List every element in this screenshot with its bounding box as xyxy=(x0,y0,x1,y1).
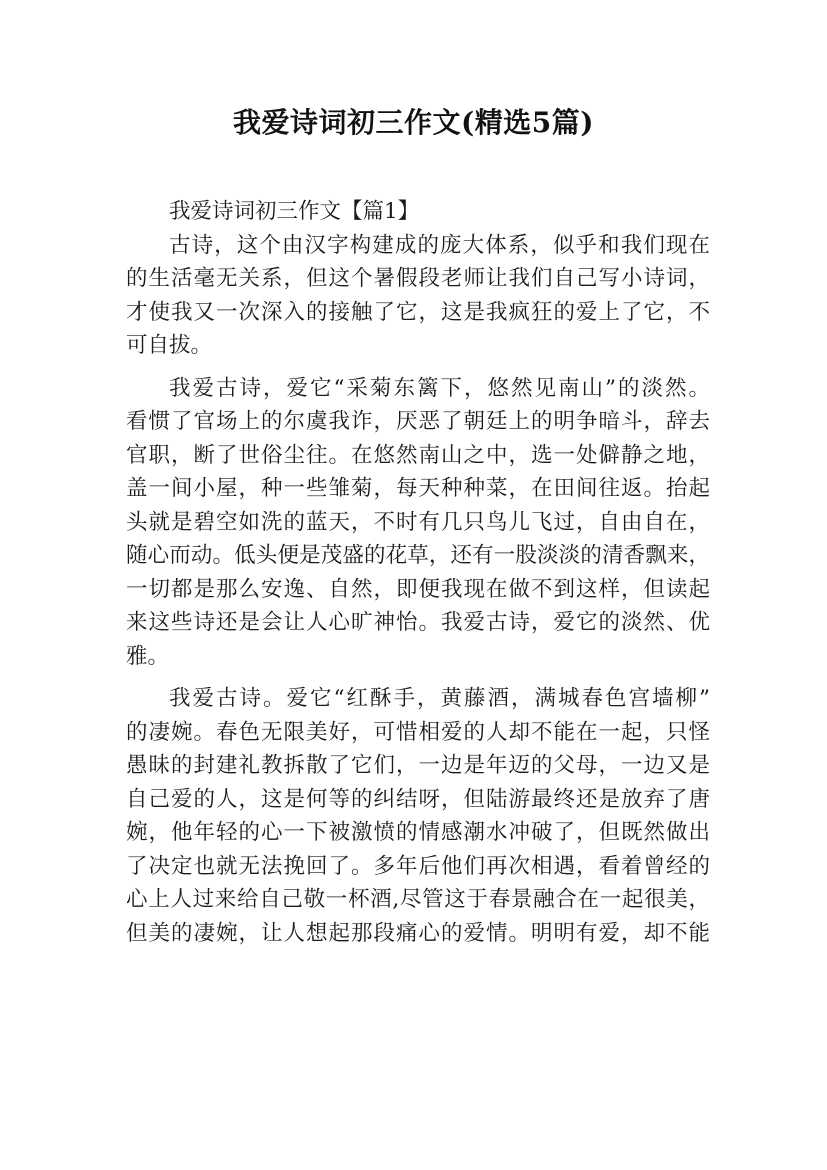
paragraph-line: 才使我又一次深入的接触了它，这是我疯狂的爱上了它，不 xyxy=(126,299,710,325)
paragraph-3 xyxy=(126,682,710,950)
paragraph-line: 心上人过来给自己敬一杯酒,尽管这于春景融合在一起很美， xyxy=(126,887,710,912)
paragraph-line: 一切都是那么安逸、自然，即便我现在做不到这样，但读起 xyxy=(126,576,710,602)
paragraph-line: 来这些诗还是会让人心旷神怡。我爱古诗，爱它的淡然、优 xyxy=(126,610,710,635)
paragraph-line: 头就是碧空如洗的蓝天，不时有几只鸟儿飞过，自由自在， xyxy=(126,509,710,535)
paragraph-line: 可自拔。 xyxy=(126,333,213,358)
paragraph-line: 的凄婉。春色无限美好，可惜相爱的人却不能在一起，只怪 xyxy=(126,719,710,745)
paragraph-line: 古诗，这个由汉字构建成的庞大体系，似乎和我们现在 xyxy=(169,232,710,258)
paragraph-line: 官职，断了世俗尘往。在悠然南山之中，选一处僻静之地， xyxy=(126,442,710,468)
paragraph-line: 但美的凄婉，让人想起那段痛心的爱情。明明有爱，却不能 xyxy=(126,920,710,946)
section-heading: 我爱诗词初三作文【篇1】 xyxy=(169,199,420,224)
paragraph-line: 婉，他年轻的心一下被激愤的情感潮水冲破了，但既然做出 xyxy=(126,820,710,845)
paragraph-1 xyxy=(126,229,710,363)
paragraph-line: 随心而动。低头便是茂盛的花草，还有一股淡淡的清香飘来， xyxy=(126,543,710,568)
paragraph-line: 看惯了官场上的尔虞我诈，厌恶了朝廷上的明争暗斗，辞去 xyxy=(126,409,710,434)
paragraph-line: 雅。 xyxy=(126,643,170,669)
document-title: 我爱诗词初三作文(精选5篇) xyxy=(233,106,594,139)
paragraph-line: 我爱古诗，爱它“采菊东篱下，悠然见南山”的淡然。 xyxy=(169,375,710,401)
paragraph-line: 我爱古诗。爱它“红酥手，黄藤酒，满城春色宫墙柳” xyxy=(169,686,710,711)
paragraph-line: 盖一间小屋，种一些雏菊，每天种种菜，在田间往返。抬起 xyxy=(126,476,710,501)
paragraph-2 xyxy=(126,372,710,674)
paragraph-line: 自己爱的人，这是何等的纠结呀，但陆游最终还是放弃了唐 xyxy=(126,786,710,812)
document-body xyxy=(126,195,710,959)
paragraph-line: 了决定也就无法挽回了。多年后他们再次相遇，看着曾经的 xyxy=(126,853,710,879)
paragraph-line: 愚昧的封建礼教拆散了它们，一边是年迈的父母，一边又是 xyxy=(126,753,710,778)
paragraph-line: 的生活毫无关系，但这个暑假段老师让我们自己写小诗词， xyxy=(126,266,710,291)
